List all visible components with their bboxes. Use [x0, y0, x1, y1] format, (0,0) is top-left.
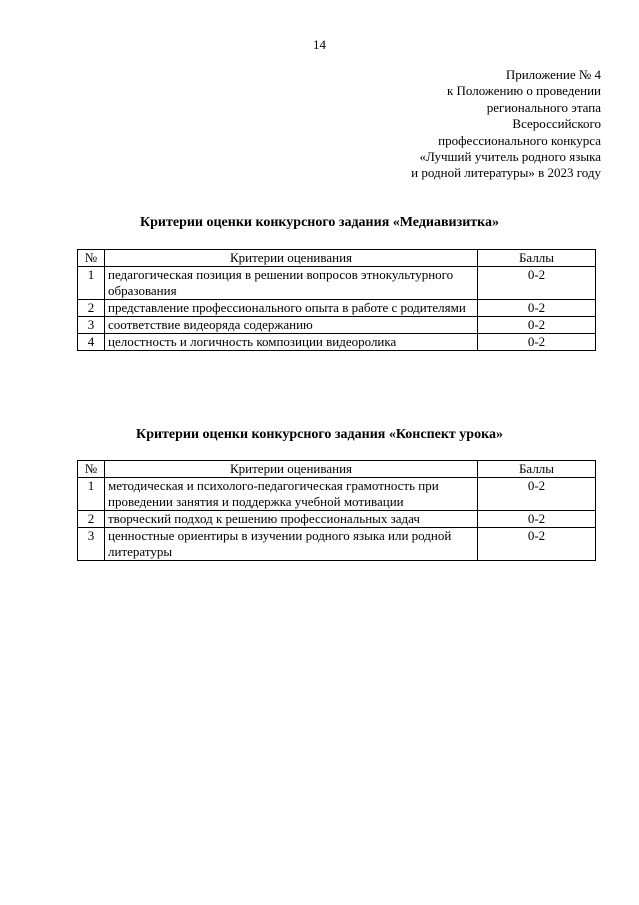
row-criteria: ценностные ориентиры в изучении родного языка или родной литературы	[105, 528, 478, 561]
header-score: Баллы	[478, 250, 596, 267]
table-header-row	[78, 461, 596, 478]
header-num: №	[78, 461, 105, 478]
appendix-line: и родной литературы» в 2023 году	[411, 165, 601, 181]
table-row	[78, 334, 596, 351]
table-header-row	[78, 250, 596, 267]
row-score: 0-2	[478, 267, 596, 300]
appendix-line: регионального этапа	[486, 99, 601, 115]
section-title-mediavizitka: Критерии оценки конкурсного задания «Медиавизитка»	[139, 215, 500, 230]
row-num: 3	[78, 317, 105, 334]
row-num: 3	[78, 528, 105, 561]
row-score: 0-2	[478, 478, 596, 511]
header-criteria: Критерии оценивания	[105, 461, 478, 478]
table-row	[78, 300, 596, 317]
appendix-line: «Лучший учитель родного языка	[419, 149, 601, 165]
row-criteria: творческий подход к решению профессиональных задач	[105, 511, 478, 528]
row-num: 2	[78, 511, 105, 528]
row-score: 0-2	[478, 334, 596, 351]
row-num: 4	[78, 334, 105, 351]
row-num: 1	[78, 267, 105, 300]
appendix-line: Приложение № 4	[505, 67, 601, 82]
row-criteria: целостность и логичность композиции видеоролика	[105, 334, 478, 351]
table-row	[78, 267, 596, 300]
row-num: 2	[78, 300, 105, 317]
row-score: 0-2	[478, 300, 596, 317]
criteria-table-mediavizitka	[77, 249, 596, 351]
header-criteria: Критерии оценивания	[105, 250, 478, 267]
appendix-line: Всероссийского	[512, 116, 601, 132]
table-row	[78, 528, 596, 561]
criteria-table-konspekt-uroka	[77, 460, 596, 561]
table-row	[78, 478, 596, 511]
row-criteria: соответствие видеоряда содержанию	[105, 317, 478, 334]
row-num: 1	[78, 478, 105, 511]
row-score: 0-2	[478, 317, 596, 334]
row-criteria: представление профессионального опыта в работе с родителями	[105, 300, 478, 317]
section-title-konspekt-uroka: Критерии оценки конкурсного задания «Конспект урока»	[136, 427, 503, 442]
row-criteria: педагогическая позиция в решении вопросов этнокультурного образования	[105, 267, 478, 300]
row-criteria: методическая и психолого-педагогическая грамотность при проведении занятия и поддержка учебной мотивации	[105, 478, 478, 511]
header-num: №	[78, 250, 105, 267]
appendix-line: профессионального конкурса	[438, 132, 601, 148]
header-score: Баллы	[478, 461, 596, 478]
table-row	[78, 511, 596, 528]
page-number: 14	[313, 37, 326, 52]
row-score: 0-2	[478, 528, 596, 561]
row-score: 0-2	[478, 511, 596, 528]
appendix-header	[411, 67, 601, 182]
appendix-line: к Положению о проведении	[446, 83, 601, 99]
table-row	[78, 317, 596, 334]
